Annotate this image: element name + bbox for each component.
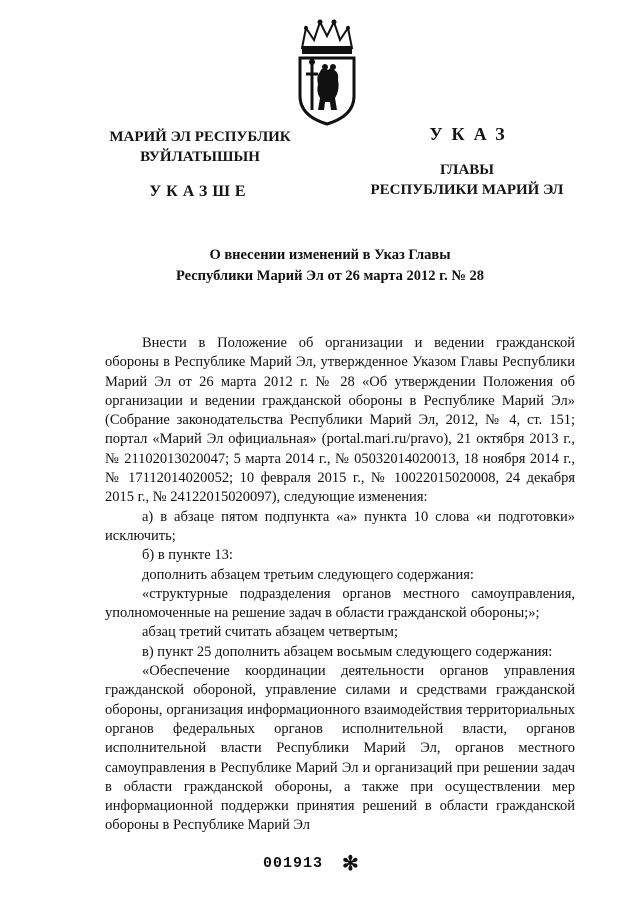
paragraph-a: а) в абзаце пятом подпункта «а» пункта 10 слова «и подготовки» исключить;: [105, 508, 575, 544]
header-right-line1: УКАЗ: [429, 124, 514, 144]
header-left-line2: ВУЙЛАТЫШЫН: [140, 149, 260, 165]
header-left-block: [100, 127, 300, 202]
title-line2: Республики Марий Эл от 26 марта 2012 г. № 28: [175, 268, 485, 284]
paragraph-c: в) пункт 25 дополнить абзацем восьмым следующего содержания:: [142, 643, 553, 660]
header-right-line3: РЕСПУБЛИКИ МАРИЙ ЭЛ: [370, 182, 564, 198]
paragraph-c-quote: «Обеспечение координации деятельности органов управления гражданской обороной, управление силами и средствами гражданской обороны, организация информационного взаимодействия территориальных органов федеральных органов исполнительной власти, органов исполнительной власти Республики Марий Эл, органов местного самоуправления в Республике Марий Эл и организаций при решении задач в области гражданской обороны, а также при осуществлении мер информационной поддержки принятия решений в области гражданской обороны в Республике Марий Эл: [105, 663, 575, 834]
document-body: [105, 334, 575, 836]
header-left-line3: УКАЗШЕ: [149, 183, 251, 200]
paragraph-b: б) в пункте 13:: [142, 547, 233, 564]
asterisk-mark-icon: ✻: [342, 853, 359, 875]
header-left-line1: МАРИЙ ЭЛ РЕСПУБЛИК: [109, 129, 291, 145]
title-line1: О внесении изменений в Указ Главы: [209, 247, 451, 263]
paragraph-intro: Внести в Положение об организации и ведении гражданской обороны в Республике Марий Эл, утвержденное Указом Главы Республики Марий Эл от 26 марта 2012 г. № 28 «Об утверждении Положения об организации и ведении гражданской обороны в Республике Марий Эл» (Собрание законодательства Республики Марий Эл, 2012, № 4, ст. 151; портал «Марий Эл официальная» (portal.mari.ru/pravo), 21 октября 2013 г., № 21102013020047; 5 марта 2014 г., № 05032014020013, 18 ноября 2014 г., № 17112014020052; 10 февраля 2015 г., № 10022015020008, 24 декабря 2015 г., № 24122015020097), следующие изменения:: [105, 335, 575, 506]
header-right-line2: ГЛАВЫ: [439, 162, 495, 178]
header-right-block: [352, 124, 582, 200]
serial-number: 001913: [263, 855, 324, 872]
paragraph-b-renumber: абзац третий считать абзацем четвертым;: [142, 624, 398, 641]
document-title: [120, 245, 540, 287]
paragraph-b-quote: «структурные подразделения органов местного самоуправления, уполномоченные на решение задач в области гражданской обороны;»;: [105, 585, 575, 622]
coat-of-arms-icon: [292, 18, 362, 128]
paragraph-b-add: дополнить абзацем третьим следующего содержания:: [142, 566, 474, 583]
